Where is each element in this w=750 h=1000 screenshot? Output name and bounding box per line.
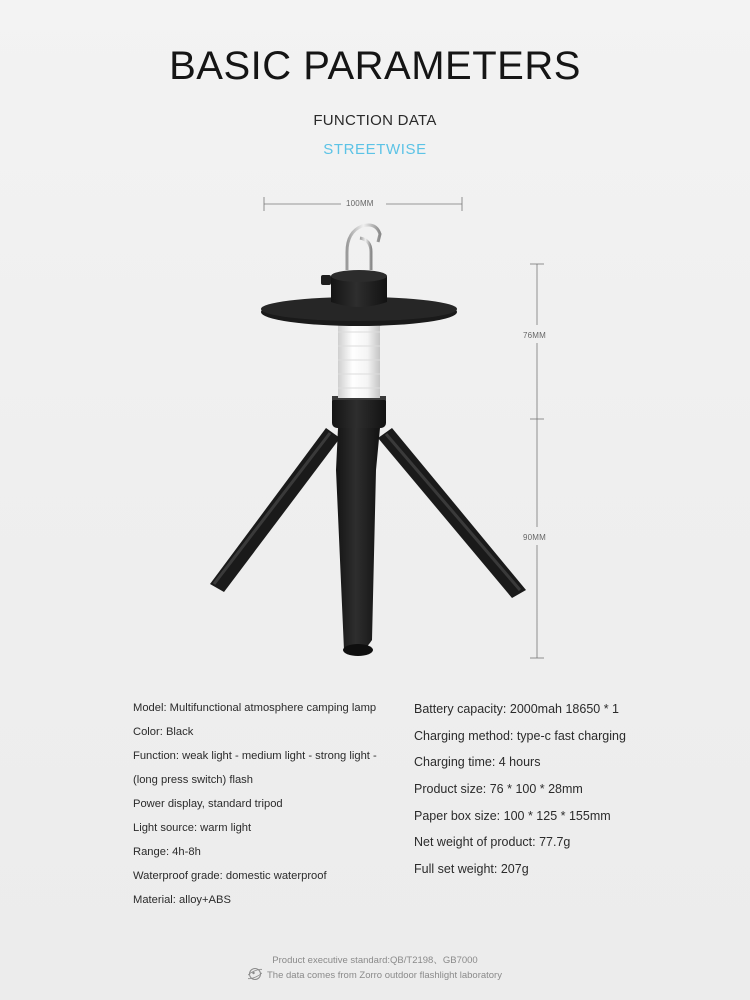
spec-function: Function: weak light - medium light - strong light - — [133, 750, 377, 762]
tripod-legs — [210, 428, 526, 656]
spec-material: Material: alloy+ABS — [133, 894, 231, 906]
spec-power-display: Power display, standard tripod — [133, 798, 283, 810]
brand-name: STREETWISE — [323, 141, 427, 158]
footer-source — [0, 967, 750, 984]
spec-list-right — [414, 696, 654, 883]
upper-height-dimension-label: 76MM — [523, 331, 547, 340]
spec-full-weight: Full set weight: 207g — [414, 862, 529, 877]
spec-model: Model: Multifunctional atmosphere camping lamp — [133, 702, 377, 714]
spec-color: Color: Black — [133, 726, 194, 738]
spec-charging-time: Charging time: 4 hours — [414, 755, 541, 770]
spec-net-weight: Net weight of product: 77.7g — [414, 835, 571, 850]
footer-source-text: The data comes from Zorro outdoor flashlight laboratory — [267, 970, 502, 982]
spec-light-source: Light source: warm light — [133, 822, 252, 834]
spec-list-left — [133, 696, 398, 912]
footer-standard: Product executive standard:QB/T2198、GB7000 — [272, 955, 478, 966]
spec-product-size: Product size: 76 * 100 * 28mm — [414, 782, 583, 797]
spec-box-size: Paper box size: 100 * 125 * 155mm — [414, 808, 611, 823]
height-dimension-line — [530, 264, 544, 658]
lamp-base — [332, 396, 386, 428]
spec-function-cont: (long press switch) flash — [133, 774, 253, 786]
page-subtitle: FUNCTION DATA — [313, 112, 437, 129]
lower-height-dimension-label: 90MM — [523, 533, 547, 542]
spec-range: Range: 4h-8h — [133, 846, 201, 858]
globe-icon — [248, 967, 262, 984]
page-title: BASIC PARAMETERS — [169, 44, 581, 88]
hanging-hook — [347, 225, 380, 270]
spec-waterproof: Waterproof grade: domestic waterproof — [133, 870, 327, 882]
spec-battery: Battery capacity: 2000mah 18650 * 1 — [414, 702, 619, 716]
spec-charging-method: Charging method: type-c fast charging — [414, 728, 626, 743]
width-dimension-label: 100MM — [346, 199, 374, 208]
lamp-tube — [338, 318, 380, 398]
